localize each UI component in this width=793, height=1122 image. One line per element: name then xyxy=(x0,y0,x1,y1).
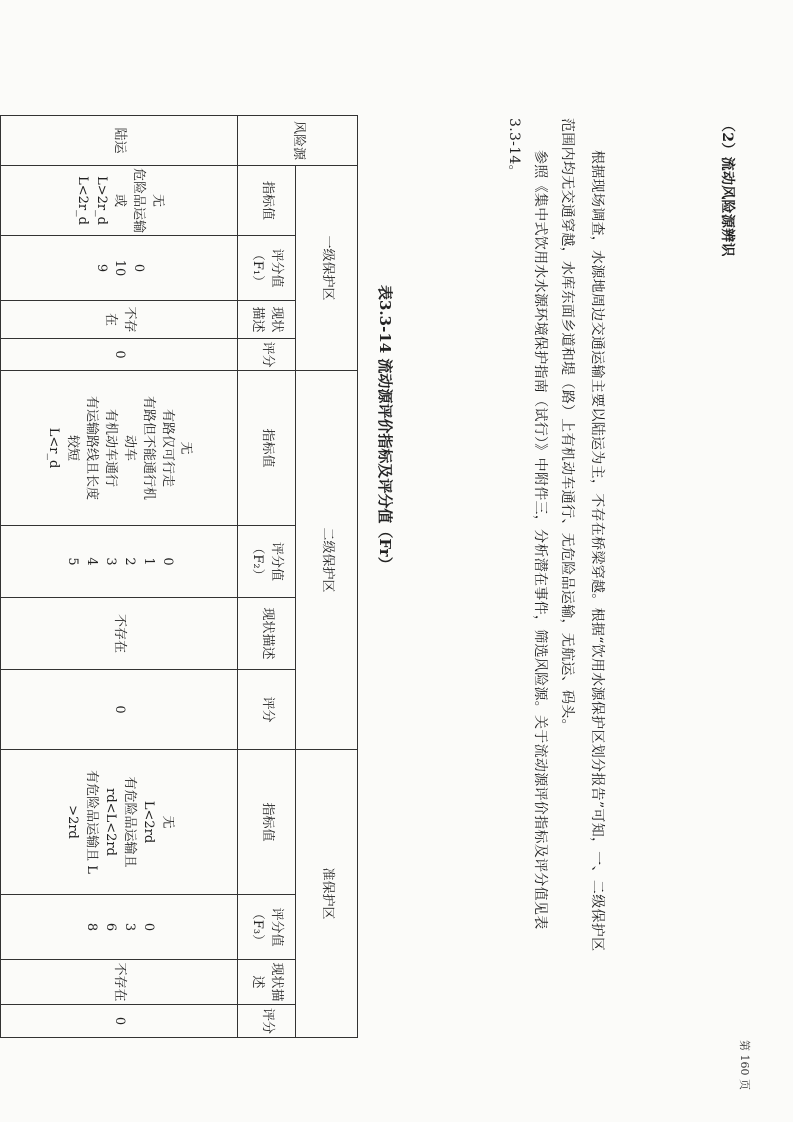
z3-status: 不存在 xyxy=(1,960,238,1005)
z2-status-header: 现状描述 xyxy=(238,598,296,670)
z2-status: 不存在 xyxy=(1,598,238,670)
z1-status: 不存在 xyxy=(1,301,238,339)
paragraph-line-2: 范围内均无交通穿越，水库东面乡道和堤（路）上有机动车通行、无危险品运输，无航运、码头。 xyxy=(559,118,575,733)
z2-indicators: 无 有路仅可行走 有路但不能通行机 动车 有机动车通行 有运输路线且长度 较短 L<r_d xyxy=(1,371,238,526)
z1-indicator-header: 指标值 xyxy=(238,166,296,236)
z3-indicators: 无 L<2rd 有危险品运输且 rd<L<2rd 有危险品运输且 L >2rd xyxy=(1,750,238,895)
z2-indicator-header: 指标值 xyxy=(238,371,296,526)
z3-scores: 0 3 6 8 xyxy=(1,895,238,960)
z2-rating: 0 xyxy=(1,670,238,750)
z1-score-header: 评分值 （F₁） xyxy=(238,236,296,301)
z3-rating-header: 评分 xyxy=(238,1005,296,1038)
zone-3-header: 准保护区 xyxy=(296,750,358,1038)
z3-rating: 0 xyxy=(1,1005,238,1038)
z3-score-header: 评分值 （F₃） xyxy=(238,895,296,960)
z1-status-header: 现状描述 xyxy=(238,301,296,339)
paragraph-line-3: 参照《集中式饮用水水源环境保护指南（试行）》中附件三，分析潜在事件，筛选风险源。关于流动源评价指标及评分值见表 xyxy=(532,150,548,930)
z1-rating-header: 评分 xyxy=(238,339,296,371)
z1-scores: 0 10 9 xyxy=(1,236,238,301)
risk-source-header: 风险源 xyxy=(238,116,358,166)
z2-rating-header: 评分 xyxy=(238,670,296,750)
row-label-land-transport: 陆运 xyxy=(1,116,238,166)
z2-score-header: 评分值 （F₂） xyxy=(238,526,296,598)
zone-1-header: 一级保护区 xyxy=(296,166,358,371)
z3-status-header: 现状描述 xyxy=(238,960,296,1005)
paragraph-line-1: 根据现场调查，水源地周边交通运输主要以陆运为主，不存在桥梁穿越。根据“饮用水源保护区划分报告”可知，一、二级保护区 xyxy=(589,150,605,952)
z1-rating: 0 xyxy=(1,339,238,371)
zone-2-header: 二级保护区 xyxy=(296,371,358,750)
z1-indicators: 无 危险品运输 或 L>2r_d L<2r_d xyxy=(1,166,238,236)
paragraph-line-4: 3.3-14。 xyxy=(506,118,522,179)
flow-source-table xyxy=(0,115,358,1037)
section-heading: （2）流动风险源辨识 xyxy=(719,118,735,257)
z3-indicator-header: 指标值 xyxy=(238,750,296,895)
table-caption: 表3.3-14 流动源评价指标及评分值（Fr） xyxy=(376,285,394,572)
page-number: 第 160 页 xyxy=(738,1040,751,1090)
z2-scores: 0 1 2 3 4 5 xyxy=(1,526,238,598)
